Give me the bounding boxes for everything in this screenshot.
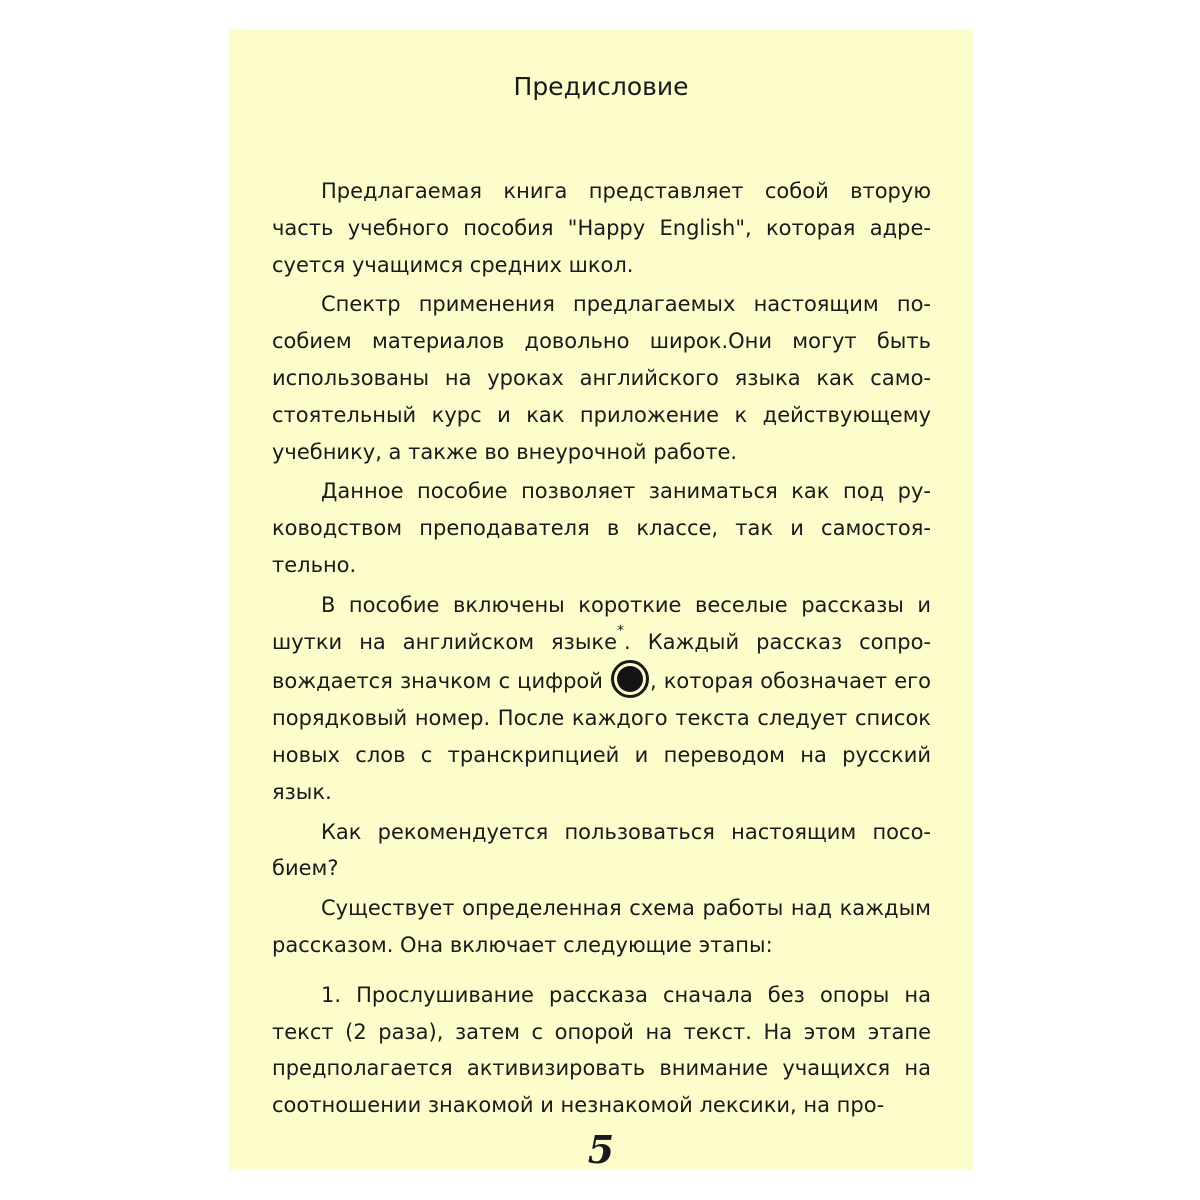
paragraph-step-1: 1. Прослушивание рассказа сначала без опоры на текст (2 раза), затем с опорой на текст. На этом этапе предполагается активизировать внимание учащихся на соотношении знакомой и незнакомой лексики, на про-	[272, 982, 931, 1118]
paragraph-question: Как рекомендуется пользоваться настоящим пособием?	[272, 819, 931, 881]
paragraph-contents	[272, 587, 931, 811]
paragraph-usage: Данное пособие позволяет заниматься как под руководством преподавателя в классе, так и самостоятельно.	[272, 479, 931, 577]
paragraph-scheme: Существует определенная схема работы над каждым рассказом. Она включает следующие этапы:	[272, 896, 931, 957]
paragraph-contents-part3: , которая обозначает его порядковый номер. После каждого текста следует список новых слов с транскрипцией и переводом на русский язык.	[272, 669, 931, 804]
book-page	[229, 29, 973, 1170]
footnote-mark: *	[617, 622, 625, 639]
paragraph-intro: Предлагаемая книга представляет собой вторую часть учебного пособия "Happy English", которая адресуется учащимся средних школ.	[272, 179, 931, 277]
paragraph-contents-part1: В пособие включены короткие веселые рассказы и шутки на английском языке	[272, 592, 931, 654]
paragraph-scope: Спектр применения предлагаемых настоящим пособием материалов довольно широк.Они могут быть использованы на уроках английского языка как самостоятельный курс и как приложение к действующему учебнику, а также во внеурочной работе.	[272, 292, 931, 464]
numbered-circle-icon	[611, 660, 649, 698]
page-number: 5	[587, 1127, 615, 1172]
preface-text	[272, 173, 931, 1127]
page-title: Предисловие	[513, 72, 689, 101]
paragraph-contents-part2: . Каждый рассказ сопровождается значком с цифрой	[272, 629, 931, 694]
